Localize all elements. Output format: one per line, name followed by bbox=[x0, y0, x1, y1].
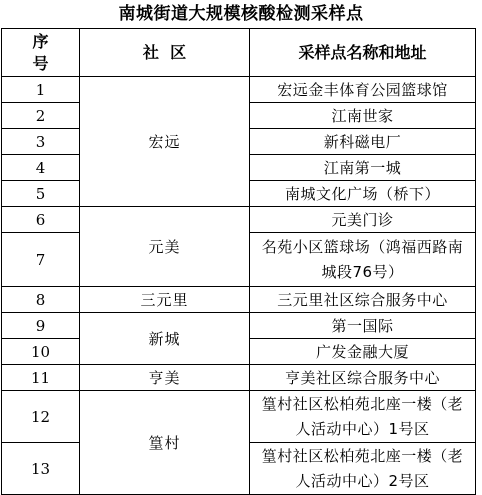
site-cell: 江南第一城 bbox=[250, 155, 476, 181]
community-cell: 宏远 bbox=[80, 77, 250, 207]
page-title: 南城街道大规模核酸检测采样点 bbox=[118, 4, 364, 24]
site-cell: 第一国际 bbox=[250, 313, 476, 339]
community-cell: 亨美 bbox=[80, 365, 250, 391]
site-cell: 新科磁电厂 bbox=[250, 129, 476, 155]
table-header-row bbox=[2, 29, 476, 77]
header-community: 社 区 bbox=[80, 29, 250, 77]
site-cell: 元美门诊 bbox=[250, 207, 476, 233]
site-text: 篁村社区松柏苑北座一楼（老人活动中心）1号区 bbox=[261, 394, 464, 438]
sampling-sites-table bbox=[1, 28, 476, 495]
table-row bbox=[2, 313, 476, 339]
header-site: 采样点名称和地址 bbox=[250, 29, 476, 77]
site-text: 名苑小区篮球场（鸿福西路南城段76号） bbox=[261, 237, 464, 281]
site-cell bbox=[250, 443, 476, 495]
row-number: 6 bbox=[2, 207, 80, 233]
row-number: 4 bbox=[2, 155, 80, 181]
row-number: 9 bbox=[2, 313, 80, 339]
site-cell: 亨美社区综合服务中心 bbox=[250, 365, 476, 391]
site-cell: 广发金融大厦 bbox=[250, 339, 476, 365]
site-cell: 三元里社区综合服务中心 bbox=[250, 287, 476, 313]
community-cell: 三元里 bbox=[80, 287, 250, 313]
site-text: 篁村社区松柏苑北座一楼（老人活动中心）2号区 bbox=[261, 446, 464, 490]
table-row bbox=[2, 365, 476, 391]
row-number: 10 bbox=[2, 339, 80, 365]
site-cell bbox=[250, 391, 476, 443]
header-seq: 序 号 bbox=[2, 29, 80, 77]
row-number: 5 bbox=[2, 181, 80, 207]
site-cell bbox=[250, 233, 476, 287]
row-number: 2 bbox=[2, 103, 80, 129]
row-number: 12 bbox=[2, 391, 80, 443]
site-cell: 江南世家 bbox=[250, 103, 476, 129]
table-row bbox=[2, 207, 476, 233]
community-cell: 新城 bbox=[80, 313, 250, 365]
table-row bbox=[2, 391, 476, 443]
community-cell: 元美 bbox=[80, 207, 250, 287]
row-number: 11 bbox=[2, 365, 80, 391]
site-cell: 南城文化广场（桥下） bbox=[250, 181, 476, 207]
site-cell: 宏远金丰体育公园篮球馆 bbox=[250, 77, 476, 103]
row-number: 13 bbox=[2, 443, 80, 495]
row-number: 3 bbox=[2, 129, 80, 155]
table-row bbox=[2, 77, 476, 103]
row-number: 1 bbox=[2, 77, 80, 103]
row-number: 7 bbox=[2, 233, 80, 287]
row-number: 8 bbox=[2, 287, 80, 313]
community-cell: 篁村 bbox=[80, 391, 250, 495]
table-row bbox=[2, 287, 476, 313]
